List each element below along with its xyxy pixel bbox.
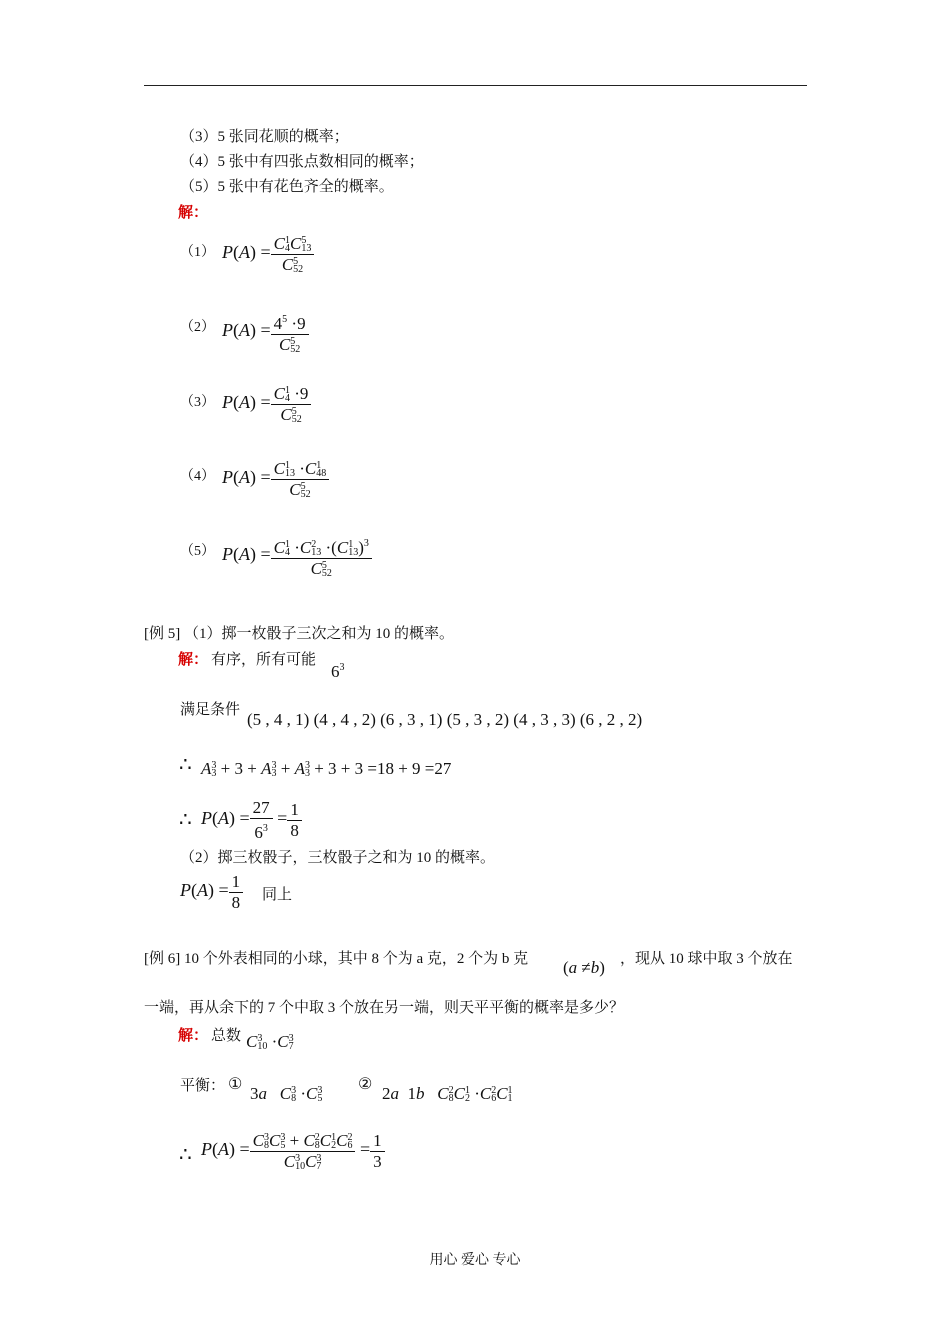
solution-label: 解： [178,205,209,221]
a-neq-b: (a ≠b) [563,958,605,977]
example-6-line-2: 一端，再从余下的 7 个中取 3 个放在另一端，则天平平衡的概率是多少？ [144,1000,625,1016]
case-1-formula: 3a C 3 8 ·C 3 5 [250,1084,323,1105]
ex5-part-2: （2）掷三枚骰子，三枚骰子之和为 10 的概率。 [180,850,496,866]
item-4: （4）5 张中有四张点数相同的概率； [180,154,424,170]
example-6-line-1: [例 6] 10 个外表相同的小球，其中 8 个为 a 克，2 个为 b 克 [144,951,529,967]
ex5-count-formula: A 3 3 + 3 + A 3 3 + A 3 3 + 3 + 3 =18 + 9 =27 [201,759,452,780]
ex5-part-2-formula: P(A) = $\frac{1}{8}$ [180,872,243,913]
ex6-solution-label: 解： [178,1028,209,1044]
case-2-marker: ② [358,1076,373,1093]
page-footer: 用心 爱心 专心 [429,1253,521,1268]
case-2-formula: 2a 1b C 2 8 C 1 2 ·C 2 6 C 1 1 [382,1084,513,1105]
ex6-balance-label: 平衡： [180,1078,226,1094]
part-3-label: （3） [180,395,215,410]
part-4-label: （4） [180,469,215,484]
therefore-symbol: ∴ [179,754,192,776]
example-5-title: [例 5] （1）掷一枚骰子三次之和为 10 的概率。 [144,626,454,642]
formula-2: P(A) = $4^5 \cdot 9$ C 5 52 [222,310,309,355]
ex5-probability-formula: P(A) = $\frac{27}{6^3}$ = $\frac{1}{8}$ [201,798,302,843]
ex5-solution-label: 解： [178,652,209,668]
therefore-symbol: ∴ [179,1144,192,1166]
ex6-total-formula: C 3 10 ·C 3 7 [246,1032,294,1053]
ex6-probability-formula: P(A) = C 3 8 C 3 5 + C 2 8 C 1 2 C 2 6 C 3 10 C 3 7 = $\frac{1}{3}$ [201,1131,385,1172]
ex5-same-as-above: 同上 [262,887,293,903]
case-1-marker: ① [228,1076,243,1093]
header-rule [144,85,807,86]
ex5-tuples: (5 , 4 , 1) (4 , 4 , 2) (6 , 3 , 1) (5 , 3 , 2) (4 , 3 , 3) (6 , 2 , 2) [247,710,643,729]
ex5-condition-label: 满足条件 [180,702,241,718]
item-5: （5）5 张中有花色齐全的概率。 [180,179,394,195]
part-2-label: （2） [180,320,215,335]
ex6-total-label: 总数 [211,1028,242,1044]
therefore-symbol: ∴ [179,809,192,831]
formula-1: P(A) = C 1 4 C 5 13 C 5 52 [222,234,314,275]
example-6-line-1-tail: ，现从 10 球中取 3 个放在 [620,951,793,967]
formula-3: P(A) = C 1 4 ·9 C 5 52 [222,384,311,425]
formula-5: P(A) = C 1 4 ·C 2 13 ·(C 1 13 )$^3$ C 5 52 [222,534,372,579]
ex5-ordered: 有序，所有可能 [211,652,317,668]
part-1-label: （1） [180,245,215,260]
ex5-total-cases: $6^3$ [331,662,345,681]
item-3: （3）5 张同花顺的概率； [180,129,349,145]
part-5-label: （5） [180,544,215,559]
formula-4: P(A) = C 1 13 ·C 1 48 C 5 52 [222,459,329,500]
